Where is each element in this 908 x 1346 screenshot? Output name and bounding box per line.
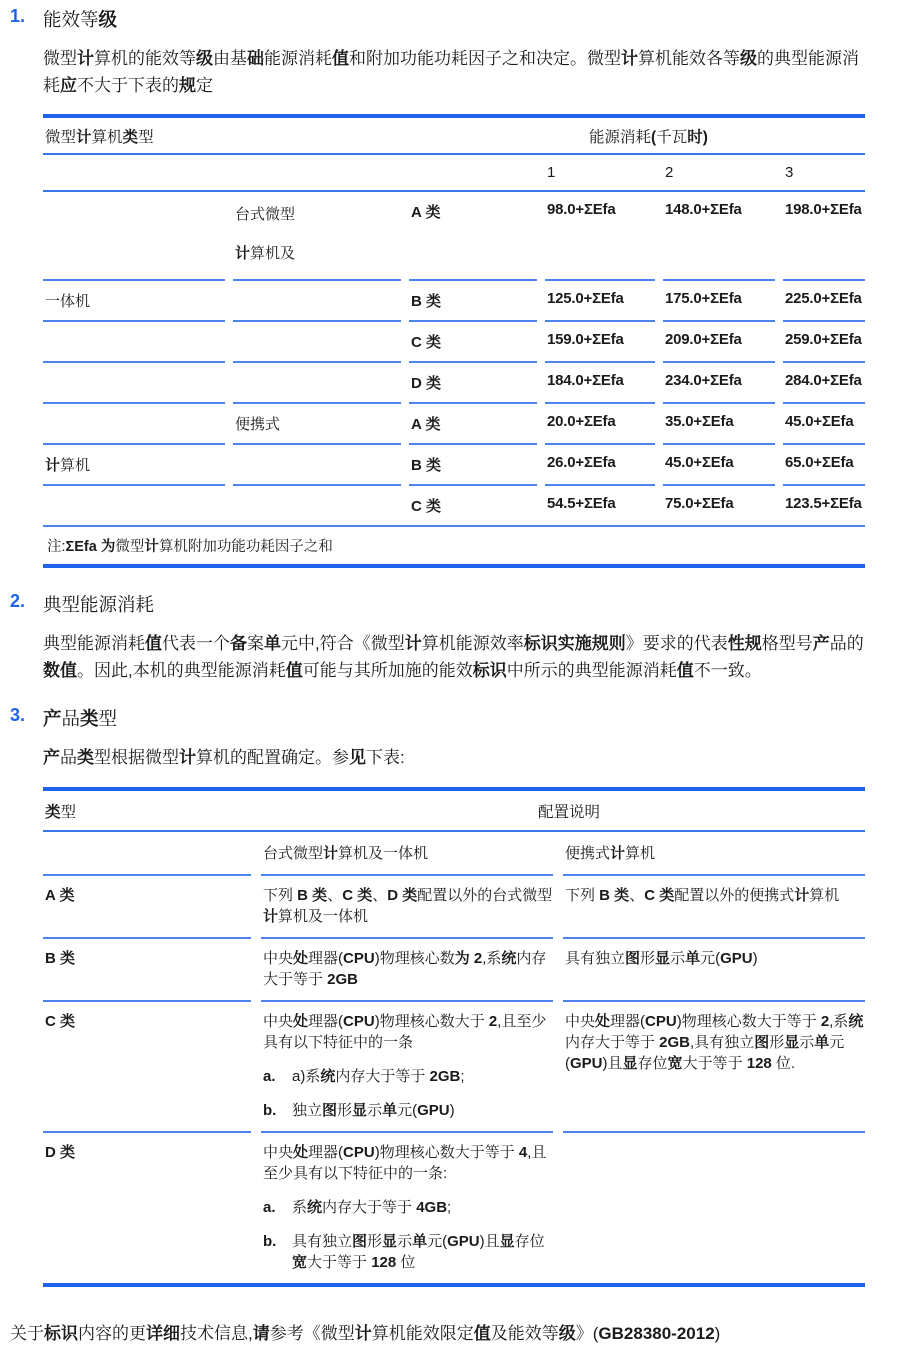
cell-grade2-value: 175.0+ΣEfa <box>663 279 775 320</box>
cell-portable-config: 具有独立图形显示单元(GPU) <box>563 937 865 1000</box>
product-type-row <box>43 1000 865 1131</box>
energy-table-row <box>43 443 865 484</box>
cell-grade2-value: 45.0+ΣEfa <box>663 443 775 484</box>
cell-grade1-value: 184.0+ΣEfa <box>545 361 655 402</box>
list-marker: b. <box>263 1233 277 1250</box>
cell-type-sub <box>233 443 401 484</box>
section-typical-consumption <box>10 591 865 684</box>
cell-type-sub <box>233 279 401 320</box>
cell-desktop-config <box>261 937 553 1000</box>
cell-class: C 类 <box>43 1000 251 1131</box>
cell-class: A 类 <box>411 204 441 221</box>
product-type-row <box>43 1131 865 1283</box>
cell-class: C 类 <box>409 320 537 361</box>
cell-grade1-value: 98.0+ΣEfa <box>547 201 616 218</box>
list-item-text: a)系统内存大于等于 2GB; <box>292 1068 465 1085</box>
energy-table-row <box>43 279 865 320</box>
grade-col-2: 2 <box>665 164 674 181</box>
section-3-heading <box>10 705 865 731</box>
cell-class: D 类 <box>43 1131 251 1283</box>
energy-table-row <box>43 192 865 279</box>
product-type-row <box>43 874 865 937</box>
energy-table-row <box>43 361 865 402</box>
cell-type-group <box>43 192 225 279</box>
list-item-text: 独立图形显示单元(GPU) <box>292 1102 455 1119</box>
product-table-subheader-row <box>43 832 865 874</box>
cell-type-group: 一体机 <box>43 279 225 320</box>
product-table-config-header: 配置说明 <box>537 804 600 821</box>
cell-grade3-value: 65.0+ΣEfa <box>783 443 865 484</box>
section-1-heading <box>10 6 865 32</box>
cell-grade2-value: 75.0+ΣEfa <box>663 484 775 525</box>
cell-class: B 类 <box>409 279 537 320</box>
config-list-item <box>263 1231 553 1273</box>
product-type-row <box>43 937 865 1000</box>
cell-grade2-value: 234.0+ΣEfa <box>663 361 775 402</box>
desktop-config-text: 中央处理器(CPU)物理核心数为 2,系统内存大于等于 2GB <box>263 950 547 988</box>
list-item-text: 系统内存大于等于 4GB; <box>292 1199 452 1216</box>
energy-table-energy-header: 能源消耗(千瓦时) <box>589 129 708 146</box>
cell-type-group: 计算机 <box>43 443 225 484</box>
cell-portable-config: 下列 B 类、C 类配置以外的便携式计算机 <box>563 874 865 937</box>
desktop-config-text: 下列 B 类、C 类、D 类配置以外的台式微型计算机及一体机 <box>263 887 553 925</box>
cell-grade2-value: 209.0+ΣEfa <box>663 320 775 361</box>
cell-class: A 类 <box>409 402 537 443</box>
cell-grade1-value: 159.0+ΣEfa <box>545 320 655 361</box>
energy-consumption-table <box>43 114 865 568</box>
section-1-title: 能效等级 <box>43 9 118 30</box>
section-3-title: 产品类型 <box>43 708 118 729</box>
section-3-paragraph: 产品类型根据微型计算机的配置确定。参见下表: <box>43 748 405 767</box>
energy-table-note: 注:ΣEfa 为微型计算机附加功能功耗因子之和 <box>43 525 865 564</box>
cell-grade3-value: 198.0+ΣEfa <box>785 201 862 218</box>
cell-desktop-config <box>261 1000 553 1131</box>
cell-portable-config: 中央处理器(CPU)物理核心数大于等于 2,系统内存大于等于 2GB,具有独立图形显示单元(GPU)且显存位宽大于等于 128 位. <box>563 1000 865 1131</box>
cell-type-group <box>43 320 225 361</box>
cell-portable-config <box>563 1131 865 1283</box>
config-list-item <box>263 1100 553 1121</box>
product-table-type-header: 类型 <box>45 804 77 821</box>
cell-grade1-value: 125.0+ΣEfa <box>545 279 655 320</box>
section-2-number: 2. <box>10 591 26 611</box>
cell-grade3-value: 225.0+ΣEfa <box>783 279 865 320</box>
cell-class: B 类 <box>43 937 251 1000</box>
cell-type-sub <box>233 320 401 361</box>
footer-reference-text: 关于标识内容的更详细技术信息,请参考《微型计算机能效限定值及能效等级》(GB28380-2012) <box>10 1324 721 1343</box>
cell-desktop-config <box>261 874 553 937</box>
desktop-config-text: 中央处理器(CPU)物理核心数大于等于 4,且至少具有以下特征中的一条: <box>263 1144 547 1182</box>
cell-grade3-value: 284.0+ΣEfa <box>783 361 865 402</box>
cell-grade1-value: 20.0+ΣEfa <box>545 402 655 443</box>
energy-table-header-row <box>43 118 865 155</box>
cell-type-group <box>43 402 225 443</box>
cell-type-sub: 台式微型 计算机及 <box>235 206 296 262</box>
cell-grade2-value: 148.0+ΣEfa <box>665 201 742 218</box>
list-marker: a. <box>263 1199 276 1216</box>
grade-col-1: 1 <box>547 164 556 181</box>
section-2-heading <box>10 591 865 617</box>
config-list-item <box>263 1197 553 1218</box>
cell-desktop-config <box>261 1131 553 1283</box>
cell-class: D 类 <box>409 361 537 402</box>
cell-type-sub: 便携式 <box>233 402 401 443</box>
config-list-item <box>263 1066 553 1087</box>
desktop-config-text: 中央处理器(CPU)物理核心数大于 2,且至少具有以下特征中的一条 <box>263 1013 547 1051</box>
cell-class: A 类 <box>43 874 251 937</box>
product-table-header-row <box>43 791 865 832</box>
grade-col-3: 3 <box>785 164 794 181</box>
list-marker: a. <box>263 1068 276 1085</box>
section-2-paragraph: 典型能源消耗值代表一个备案单元中,符合《微型计算机能源效率标识实施规则》要求的代表性规格型号产品的数值。因此,本机的典型能源消耗值可能与其所加施的能效标识中所示的典型能源消耗值不一致。 <box>43 634 864 680</box>
cell-class: B 类 <box>409 443 537 484</box>
section-energy-grade <box>10 6 865 568</box>
cell-grade1-value: 26.0+ΣEfa <box>545 443 655 484</box>
product-type-table <box>43 787 865 1287</box>
cell-grade2-value: 35.0+ΣEfa <box>663 402 775 443</box>
portable-column-header: 便携式计算机 <box>565 845 656 862</box>
section-1-number: 1. <box>10 6 26 26</box>
desktop-column-header: 台式微型计算机及一体机 <box>263 845 429 862</box>
energy-table-type-header: 微型计算机类型 <box>45 129 154 146</box>
cell-class: C 类 <box>409 484 537 525</box>
cell-grade3-value: 123.5+ΣEfa <box>783 484 865 525</box>
energy-table-row <box>43 320 865 361</box>
cell-type-group <box>43 484 225 525</box>
cell-grade3-value: 259.0+ΣEfa <box>783 320 865 361</box>
energy-table-row <box>43 484 865 525</box>
cell-grade3-value: 45.0+ΣEfa <box>783 402 865 443</box>
cell-grade1-value: 54.5+ΣEfa <box>545 484 655 525</box>
cell-type-sub <box>233 361 401 402</box>
section-1-paragraph: 微型计算机的能效等级由基础能源消耗值和附加功能功耗因子之和决定。微型计算机能效各等级的典型能源消耗应不大于下表的规定 <box>43 49 859 95</box>
section-3-number: 3. <box>10 705 26 725</box>
section-product-type <box>10 705 865 1287</box>
cell-type-sub <box>233 484 401 525</box>
energy-table-grade-row <box>43 155 865 192</box>
cell-type-group <box>43 361 225 402</box>
section-2-title: 典型能源消耗 <box>43 594 155 615</box>
list-marker: b. <box>263 1102 277 1119</box>
list-item-text: 具有独立图形显示单元(GPU)且显存位宽大于等于 128 位 <box>292 1233 545 1271</box>
energy-table-row <box>43 402 865 443</box>
